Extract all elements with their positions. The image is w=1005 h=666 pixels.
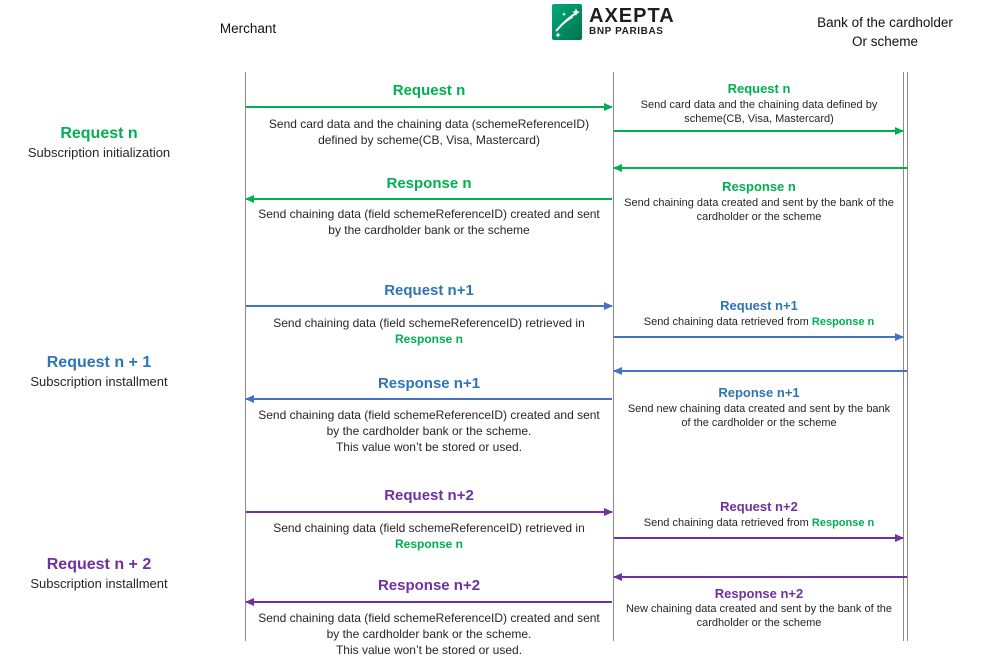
arrow-merchant-to-axepta-request-n1 <box>246 305 612 307</box>
response-n-reference: Response n <box>394 332 463 346</box>
left-response-n1-title: Response n+1 <box>377 375 481 392</box>
phase-3-title: Request n + 2 <box>46 556 152 573</box>
response-n-reference: Response n <box>811 316 875 328</box>
right-response-n-desc: Send chaining data created and sent by the bank of the cardholder or the scheme <box>624 197 894 223</box>
right-response-n-title: Response n <box>722 179 796 194</box>
phase-2-title: Request n + 1 <box>46 354 152 371</box>
phase-3-subtitle: Subscription installment <box>30 576 168 591</box>
left-request-n-title: Request n <box>392 82 466 99</box>
logo-brand-text: AXEPTA <box>589 5 675 27</box>
arrow-bank-to-axepta-response-n1 <box>614 370 907 372</box>
right-response-n1-desc: Send new chaining data created and sent by the bank of the cardholder or the scheme <box>627 403 891 429</box>
arrow-merchant-to-axepta-request-n <box>246 106 612 108</box>
right-response-n1-title: Reponse n+1 <box>718 385 800 400</box>
left-request-n-desc: Send card data and the chaining data (schemeReferenceID) defined by scheme(CB, Visa, Mastercard) <box>268 117 590 147</box>
right-request-n-desc: Send card data and the chaining data defined by scheme(CB, Visa, Mastercard) <box>640 99 878 125</box>
arrow-bank-to-axepta-response-n <box>614 167 907 169</box>
bank-header-line1: Bank of the cardholder <box>817 15 953 30</box>
bank-lifeline-inner <box>907 72 908 641</box>
axepta-lifeline <box>613 72 614 641</box>
merchant-lifeline <box>245 72 246 641</box>
bank-lifeline-outer <box>903 72 904 641</box>
left-response-n2-desc: Send chaining data (field schemeReferenceID) created and sent by the cardholder bank or the scheme. This value won’t be stored or used. <box>258 611 600 657</box>
left-request-n2-title: Request n+2 <box>384 487 474 504</box>
right-request-n-title: Request n <box>727 81 791 96</box>
left-response-n2-title: Response n+2 <box>377 577 481 594</box>
merchant-header-label: Merchant <box>219 21 277 36</box>
right-request-n1-desc: Send chaining data retrieved from Response n <box>643 316 875 328</box>
right-request-n2-title: Request n+2 <box>720 499 798 514</box>
right-request-n2-desc: Send chaining data retrieved from Response n <box>643 517 875 529</box>
right-request-n1-title: Request n+1 <box>720 298 798 313</box>
left-response-n-desc: Send chaining data (field schemeReferenceID) created and sent by the cardholder bank or the scheme <box>258 207 600 237</box>
arrow-axepta-to-merchant-response-n1 <box>246 398 612 400</box>
phase-1-subtitle: Subscription initialization <box>27 145 171 160</box>
phase-2-label <box>2 353 196 390</box>
phase-3-label <box>2 555 196 592</box>
arrow-axepta-to-bank-request-n2 <box>614 537 903 539</box>
arrow-axepta-to-merchant-response-n <box>246 198 612 200</box>
left-request-n1-title: Request n+1 <box>384 282 474 299</box>
arrow-axepta-to-bank-request-n1 <box>614 336 903 338</box>
axepta-bnp-paribas-logo <box>552 4 675 40</box>
response-n-reference: Response n <box>811 517 875 529</box>
left-response-n-title: Response n <box>386 175 472 192</box>
bank-header-label <box>795 13 975 51</box>
left-request-n1-desc: Send chaining data (field schemeReferenceID) retrieved in Response n <box>248 315 610 347</box>
left-request-n2-desc: Send chaining data (field schemeReferenceID) retrieved in Response n <box>248 520 610 552</box>
logo-wordmark <box>589 6 675 38</box>
bnp-paribas-logo-icon <box>552 4 582 40</box>
left-response-n1-desc: Send chaining data (field schemeReferenceID) created and sent by the cardholder bank or the scheme. This value won’t be stored or used. <box>258 408 600 454</box>
arrow-merchant-to-axepta-request-n2 <box>246 511 612 513</box>
phase-2-subtitle: Subscription installment <box>30 374 168 389</box>
right-response-n2-title: Response n+2 <box>714 586 804 601</box>
bank-header-line2: Or scheme <box>851 34 919 49</box>
logo-subbrand-text: BNP PARIBAS <box>589 26 664 37</box>
arrow-axepta-to-bank-request-n <box>614 130 903 132</box>
response-n-reference: Response n <box>394 537 463 551</box>
arrow-axepta-to-merchant-response-n2 <box>246 601 612 603</box>
arrow-bank-to-axepta-response-n2 <box>614 576 907 578</box>
phase-1-label <box>2 124 196 161</box>
phase-1-title: Request n <box>60 125 138 142</box>
right-response-n2-desc: New chaining data created and sent by the bank of the cardholder or the scheme <box>625 603 892 629</box>
